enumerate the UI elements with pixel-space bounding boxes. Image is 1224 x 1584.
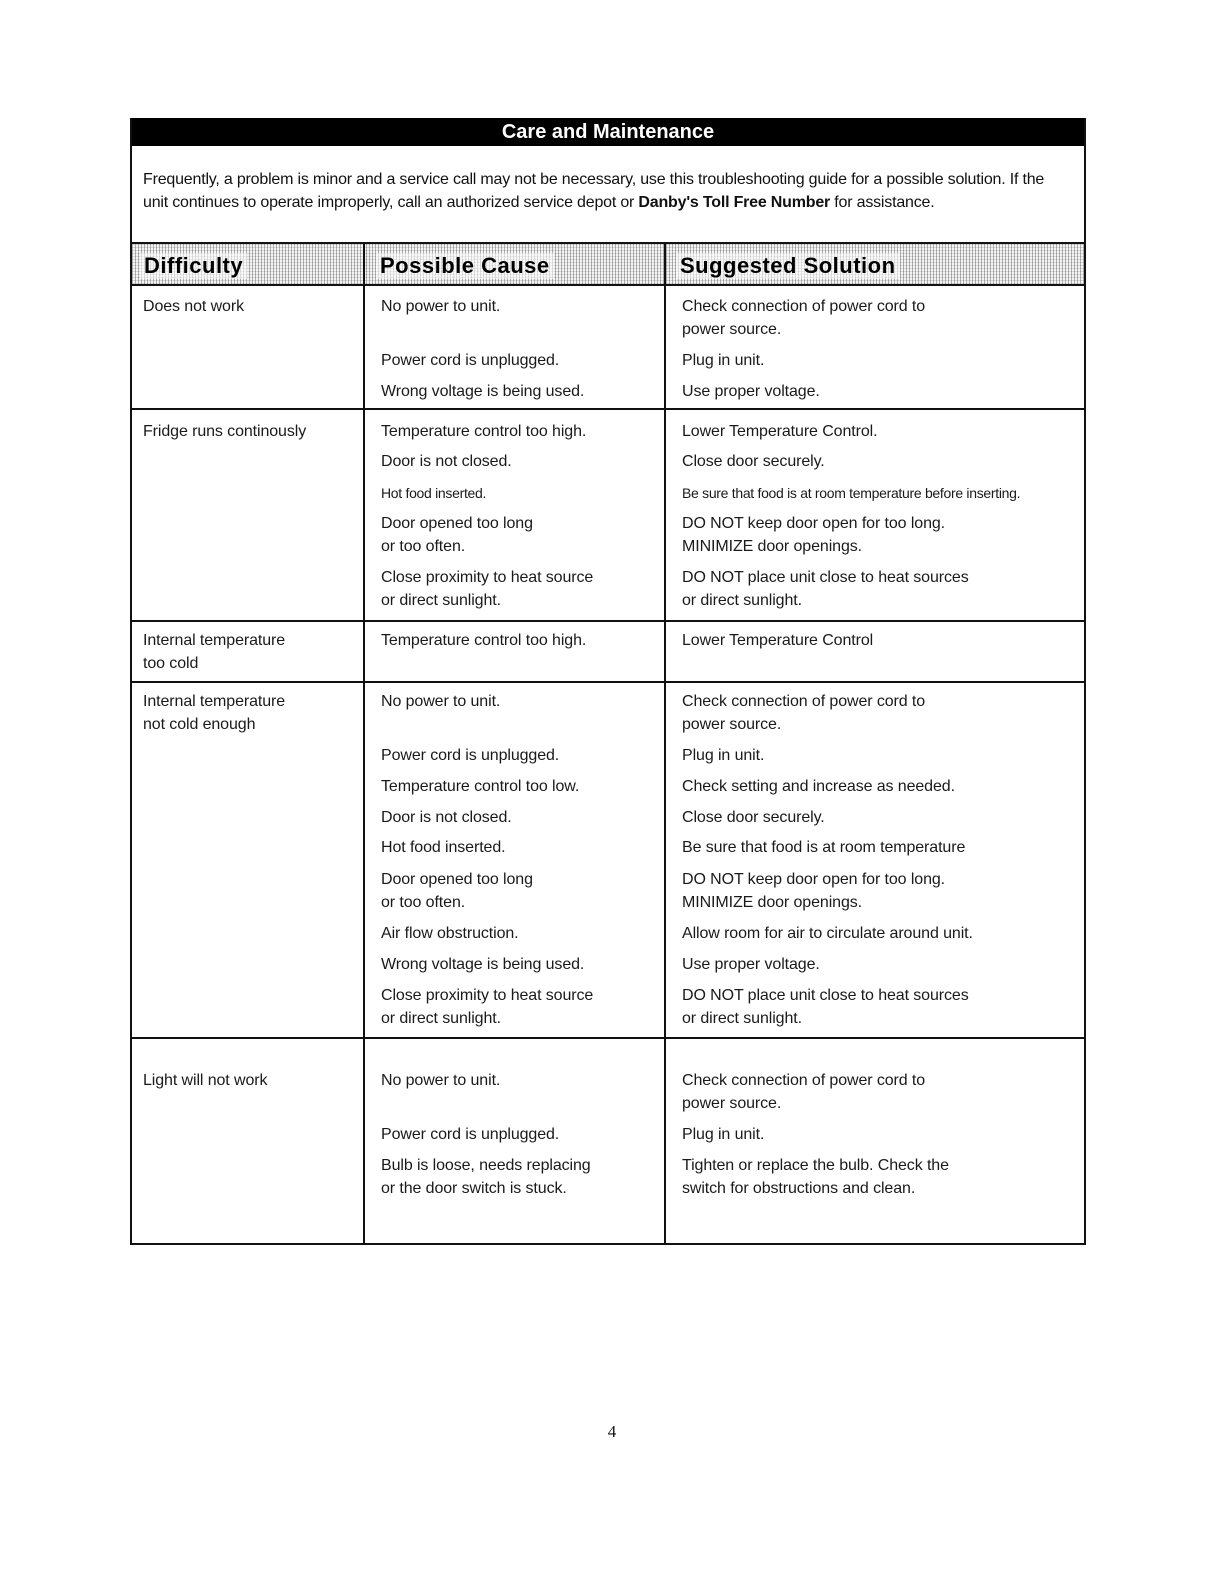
solution-cell: DO NOT place unit close to heat sources or direct sunlight.	[682, 987, 969, 1027]
cause-cell: Door opened too long or too often.	[381, 871, 533, 911]
table-header	[132, 242, 1084, 286]
solution-cell: Allow room for air to circulate around unit.	[682, 925, 973, 942]
solution-cell: Check connection of power cord to power source.	[682, 1072, 926, 1112]
cause-cell: No power to unit.	[381, 1072, 501, 1089]
row-separator-4	[132, 1037, 1084, 1039]
column-divider-2	[664, 242, 666, 1243]
solution-cell: Close door securely.	[682, 809, 825, 826]
header-suggested-solution: Suggested Solution	[676, 253, 900, 279]
row-separator-2	[132, 620, 1084, 622]
solution-cell: Plug in unit.	[682, 1126, 765, 1143]
cause-cell: Door is not closed.	[381, 809, 512, 826]
solution-cell: Check connection of power cord to power source.	[682, 693, 926, 733]
solution-cell: Use proper voltage.	[682, 383, 820, 400]
solution-cell: Check connection of power cord to power source.	[682, 298, 926, 338]
solution-cell: Tighten or replace the bulb. Check the switch for obstructions and clean.	[682, 1157, 949, 1197]
cause-cell: Temperature control too low.	[381, 778, 580, 795]
care-maintenance-panel	[130, 118, 1086, 1245]
solution-cell: DO NOT place unit close to heat sources or direct sunlight.	[682, 569, 969, 609]
solution-cell: Check setting and increase as needed.	[682, 778, 955, 795]
header-difficulty: Difficulty	[140, 253, 247, 279]
cause-cell: No power to unit.	[381, 298, 501, 315]
cause-cell: Close proximity to heat source or direct sunlight.	[381, 569, 594, 609]
cause-cell: Temperature control too high.	[381, 632, 587, 649]
cause-cell: Wrong voltage is being used.	[381, 383, 585, 400]
section-title: Care and Maintenance	[132, 118, 1084, 146]
solution-cell: Plug in unit.	[682, 352, 765, 369]
row-separator-1	[132, 408, 1084, 410]
solution-cell: Be sure that food is at room temperature before inserting.	[682, 485, 1021, 501]
intro-text-start: Frequently, a problem is minor and a service call may not be necessary, use this troubleshooting guide for a possible solution. If the unit continues to operate improperly, call an authorized service depot or	[143, 171, 1045, 211]
header-possible-cause: Possible Cause	[376, 253, 554, 279]
cause-cell: Power cord is unplugged.	[381, 1126, 560, 1143]
solution-cell: Be sure that food is at room temperature	[682, 839, 966, 856]
cause-cell: Air flow obstruction.	[381, 925, 519, 942]
cause-cell: Door is not closed.	[381, 453, 512, 470]
solution-cell: Lower Temperature Control	[682, 632, 874, 649]
cause-cell: Temperature control too high.	[381, 423, 587, 440]
cause-cell: Close proximity to heat source or direct sunlight.	[381, 987, 594, 1027]
solution-cell: DO NOT keep door open for too long. MINIMIZE door openings.	[682, 515, 946, 555]
cause-cell: Power cord is unplugged.	[381, 747, 560, 764]
cause-cell: Power cord is unplugged.	[381, 352, 560, 369]
cause-cell: Hot food inserted.	[381, 485, 487, 501]
solution-cell: Lower Temperature Control.	[682, 423, 878, 440]
difficulty-does-not-work: Does not work	[143, 298, 244, 315]
cause-cell: Bulb is loose, needs replacing or the door switch is stuck.	[381, 1157, 591, 1197]
intro-text-end: for assistance.	[830, 194, 935, 211]
solution-cell: Close door securely.	[682, 453, 825, 470]
cause-cell: No power to unit.	[381, 693, 501, 710]
solution-cell: Plug in unit.	[682, 747, 765, 764]
difficulty-not-cold-enough: Internal temperature not cold enough	[143, 693, 286, 733]
difficulty-too-cold: Internal temperature too cold	[143, 632, 286, 672]
row-separator-3	[132, 681, 1084, 683]
cause-cell: Hot food inserted.	[381, 839, 506, 856]
cause-cell: Door opened too long or too often.	[381, 515, 533, 555]
toll-free-number-label: Danby's Toll Free Number	[638, 194, 831, 211]
difficulty-light-will-not-work: Light will not work	[143, 1072, 268, 1089]
solution-cell: Use proper voltage.	[682, 956, 820, 973]
cause-cell: Wrong voltage is being used.	[381, 956, 585, 973]
difficulty-fridge-runs-continously: Fridge runs continously	[143, 423, 307, 440]
intro-paragraph	[143, 168, 1073, 214]
page-number: 4	[607, 1422, 617, 1441]
solution-cell: DO NOT keep door open for too long. MINIMIZE door openings.	[682, 871, 946, 911]
column-divider-1	[363, 242, 365, 1243]
